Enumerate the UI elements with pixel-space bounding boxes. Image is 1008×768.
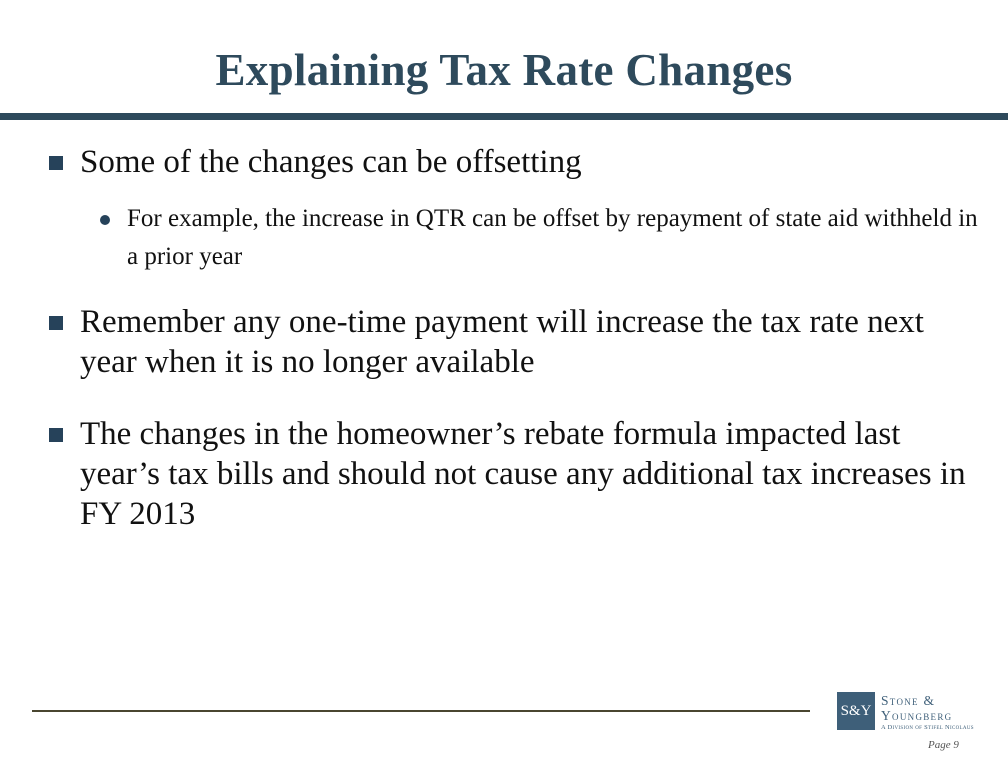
title-divider <box>0 113 1008 120</box>
square-bullet-icon <box>49 316 63 330</box>
logo-wordmark <box>881 693 991 723</box>
logo-subtitle: A Division of Stifel Nicolaus <box>881 724 974 731</box>
bullet-item: The changes in the homeowner’s rebate formula impacted last year’s tax bills and should not cause any additional tax increases in FY 2013 <box>80 416 966 532</box>
bullet-item: Remember any one-time payment will increase the tax rate next year when it is no longer available <box>80 304 924 380</box>
sub-bullet-item: For example, the increase in QTR can be offset by repayment of state aid withheld in a prior year <box>127 205 978 270</box>
round-bullet-icon <box>100 215 110 225</box>
logo-monogram: S&Y <box>837 692 875 730</box>
page-number: Page 9 <box>928 739 959 751</box>
footer-divider <box>32 710 810 712</box>
slide-title: Explaining Tax Rate Changes <box>215 45 793 95</box>
logo-name-line1: Stone & <box>881 693 936 708</box>
square-bullet-icon <box>49 428 63 442</box>
bullet-item: Some of the changes can be offsetting <box>80 144 582 180</box>
logo-name-line2: Youngberg <box>881 708 953 723</box>
square-bullet-icon <box>49 156 63 170</box>
company-logo <box>837 692 987 736</box>
